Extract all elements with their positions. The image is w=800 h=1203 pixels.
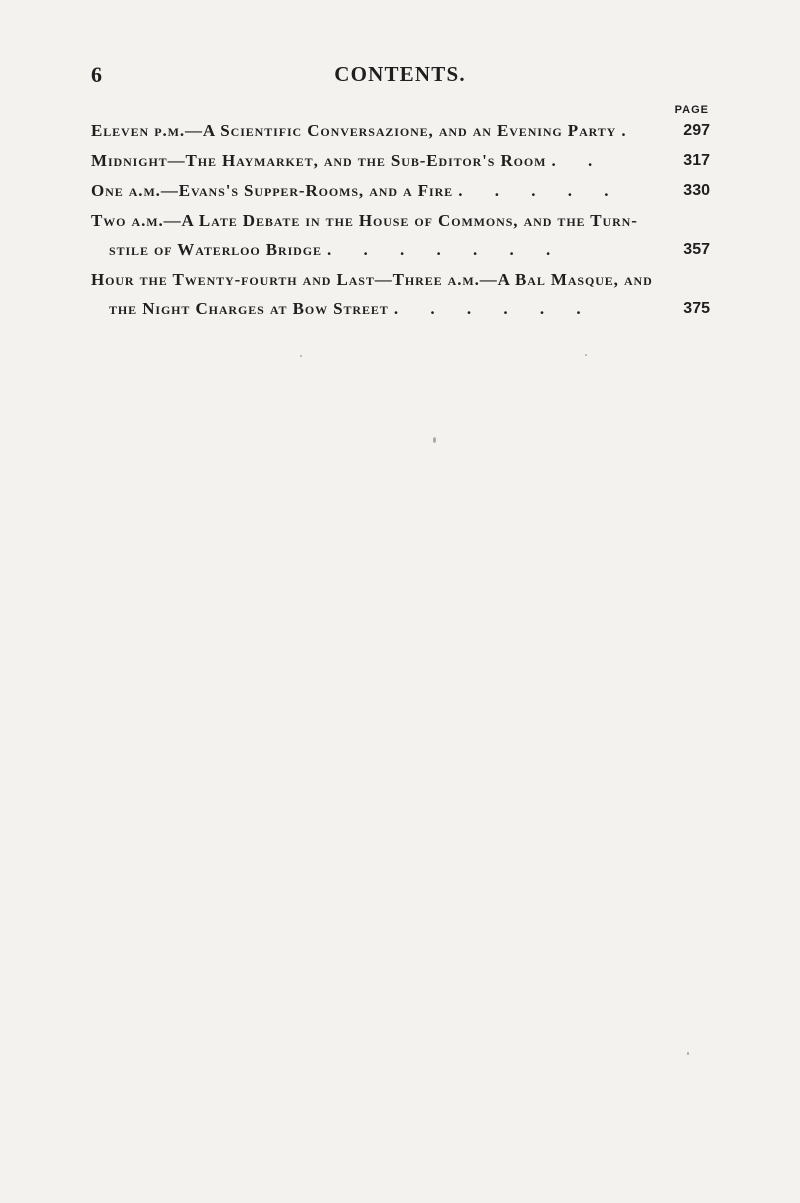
toc-entry-title-continued: stile of Waterloo Bridge [109, 240, 322, 259]
toc-leader: . [621, 121, 640, 140]
toc-entry-page: 317 [683, 152, 710, 169]
toc-entry-title: Eleven p.m.—A Scientific Conversazione, and an Evening Party [91, 121, 617, 140]
paper-speck [433, 437, 436, 443]
toc-entry [91, 146, 710, 175]
toc-entry-title: Midnight—The Haymarket, and the Sub-Editor's Room [91, 151, 547, 170]
toc-entry-title-continued: the Night Charges at Bow Street [109, 299, 389, 318]
toc-entry-page: 375 [683, 300, 710, 317]
table-of-contents [91, 116, 710, 323]
paper-speck [687, 1052, 689, 1055]
toc-entry-page: 357 [683, 241, 710, 258]
toc-entry [91, 176, 710, 205]
toc-leader: . . [551, 151, 607, 170]
toc-leader: . . . . . [458, 181, 623, 200]
toc-entry-page: 330 [683, 182, 710, 199]
toc-entry-page: 297 [683, 122, 710, 139]
running-head: CONTENTS. [334, 62, 466, 86]
toc-entry-title: Two a.m.—A Late Debate in the House of Commons, and the Turn- [91, 211, 638, 230]
toc-entry [91, 265, 710, 323]
paper-speck [300, 355, 302, 357]
page-number: 6 [91, 62, 103, 87]
page-column-label: PAGE [674, 104, 709, 116]
toc-entry-title: One a.m.—Evans's Supper-Rooms, and a Fire [91, 181, 454, 200]
toc-entry-title: Hour the Twenty-fourth and Last—Three a.m.—A Bal Masque, and [91, 270, 653, 289]
toc-entry [91, 206, 710, 264]
toc-entry [91, 116, 710, 145]
toc-leader: . . . . . . [393, 299, 595, 318]
toc-leader: . . . . . . . [327, 240, 565, 259]
paper-speck [585, 354, 587, 356]
